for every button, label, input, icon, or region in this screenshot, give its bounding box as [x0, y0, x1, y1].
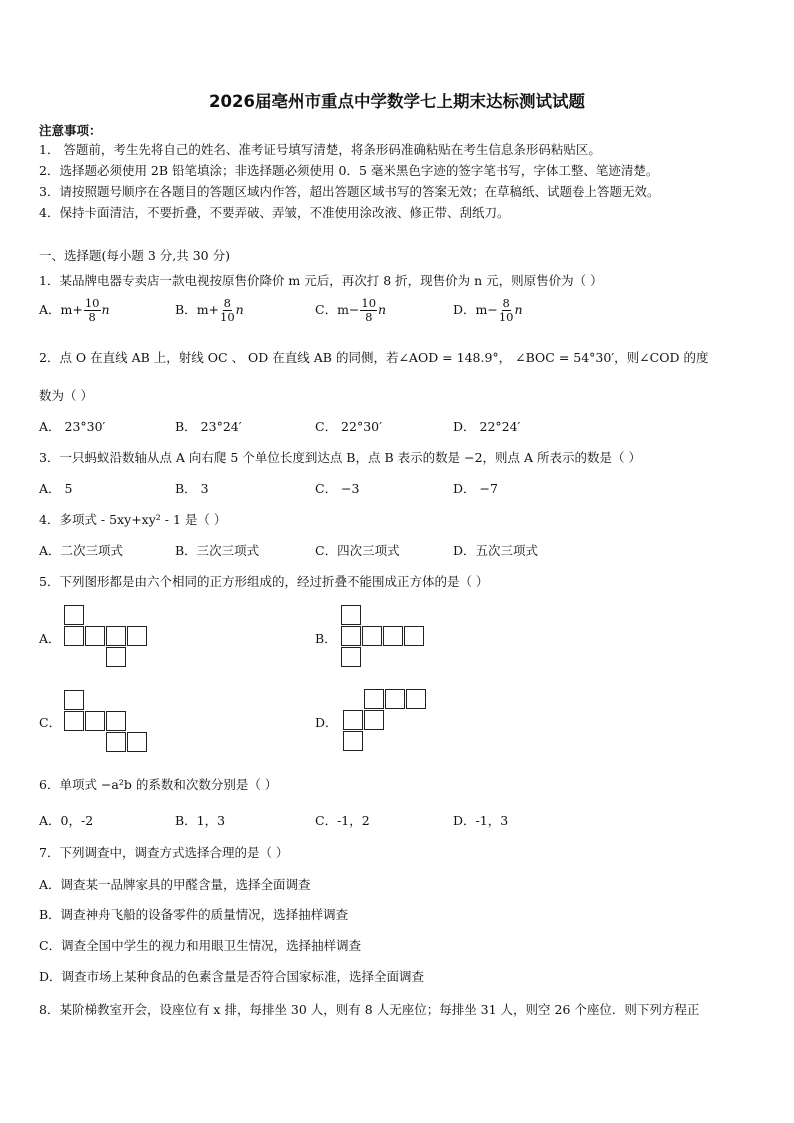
denominator: 10 — [498, 310, 514, 324]
numerator: 8 — [223, 296, 231, 310]
numerator: 10 — [84, 296, 100, 310]
q2-option-a: A． 23°30′ — [39, 419, 106, 434]
net-square — [64, 605, 84, 625]
option-label: D． — [453, 302, 476, 317]
q4-option-d: D．五次三项式 — [453, 543, 539, 558]
option-text: m+ — [60, 302, 83, 317]
notice-item-3: 3．请按照题号顺序在各题目的答题区域内作答，超出答题区域书写的答案无效；在草稿纸、试题卷上答题无效。 — [39, 184, 660, 199]
question-3-stem: 3．一只蚂蚁沿数轴从点 A 向右爬 5 个单位长度到达点 B，点 B 表示的数是 −2，则点 A 所表示的数是（ ） — [39, 450, 641, 465]
net-square — [362, 626, 382, 646]
net-square — [404, 626, 424, 646]
variable: n — [101, 302, 110, 317]
denominator: 8 — [365, 310, 373, 324]
fraction — [84, 297, 101, 324]
q5-option-a-label: A． — [39, 631, 61, 646]
question-8-stem: 8．某阶梯教室开会，设座位有 x 排，每排坐 30 人，则有 8 人无座位；每排坐 31 人，则空 26 个座位．则下列方程正 — [39, 1002, 700, 1017]
net-square — [341, 605, 361, 625]
net-square — [343, 710, 363, 730]
q4-option-a: A．二次三项式 — [39, 543, 124, 558]
fraction — [220, 297, 235, 324]
net-square — [341, 647, 361, 667]
q1-option-b — [175, 297, 244, 324]
q6-option-b: B．1，3 — [175, 813, 226, 828]
net-square — [343, 731, 363, 751]
numerator: 8 — [502, 296, 510, 310]
option-text: m− — [475, 302, 498, 317]
question-2-stem: 2．点 O 在直线 AB 上，射线 OC 、 OD 在直线 AB 的同侧，若∠AOD = 148.9°， ∠BOC = 54°30′，则∠COD 的度 — [39, 350, 709, 365]
q5-option-b-label: B． — [315, 631, 337, 646]
notice-heading: 注意事项： — [39, 123, 102, 138]
q1-option-d — [453, 297, 523, 324]
notice-item-2: 2．选择题必须使用 2B 铅笔填涂；非选择题必须使用 0．5 毫米黑色字迹的签字笔书写，字体工整、笔迹清楚。 — [39, 163, 659, 178]
net-square — [127, 732, 147, 752]
net-square — [106, 626, 126, 646]
q7-option-a: A．调查某一品牌家具的甲醛含量，选择全面调查 — [39, 877, 311, 892]
q7-option-d: D．调查市场上某种食品的色素含量是否符合国家标准，选择全面调查 — [39, 969, 425, 984]
question-1-stem: 1．某品牌电器专卖店一款电视按原售价降价 m 元后，再次打 8 折，现售价为 n 元，则原售价为（ ） — [39, 273, 603, 288]
fraction — [360, 297, 377, 324]
q6-option-a: A．0，-2 — [39, 813, 94, 828]
option-label: C． — [315, 302, 338, 317]
section-heading: 一、选择题(每小题 3 分,共 30 分) — [39, 248, 230, 263]
notice-item-1: 1． 答题前，考生先将自己的姓名、准考证号填写清楚，将条形码准确粘贴在考生信息条形码粘贴区。 — [39, 142, 601, 157]
q6-option-d: D．-1，3 — [453, 813, 509, 828]
net-square — [106, 711, 126, 731]
question-6-stem: 6．单项式 −a²b 的系数和次数分别是（ ） — [39, 777, 278, 792]
net-square — [85, 711, 105, 731]
net-square — [106, 647, 126, 667]
question-4-stem: 4．多项式 - 5xy+xy² - 1 是（ ） — [39, 512, 227, 527]
question-5-stem: 5．下列图形都是由六个相同的正方形组成的，经过折叠不能围成正方体的是（ ） — [39, 574, 489, 589]
net-square — [106, 732, 126, 752]
question-2-stem-cont: 数为（ ） — [39, 388, 93, 403]
denominator: 10 — [220, 310, 235, 324]
q7-option-c: C．调查全国中学生的视力和用眼卫生情况，选择抽样调查 — [39, 938, 362, 953]
q3-option-d: D． −7 — [453, 481, 498, 496]
q3-option-c: C． −3 — [315, 481, 360, 496]
net-square — [64, 690, 84, 710]
net-square — [127, 626, 147, 646]
q3-option-b: B． 3 — [175, 481, 209, 496]
q6-option-c: C．-1，2 — [315, 813, 370, 828]
numerator: 10 — [361, 296, 377, 310]
q5-option-d-label: D． — [315, 715, 338, 730]
q5-option-c-label: C． — [39, 715, 62, 730]
net-square — [364, 689, 384, 709]
variable: n — [514, 302, 523, 317]
q2-option-c: C． 22°30′ — [315, 419, 382, 434]
option-label: A． — [39, 302, 61, 317]
option-label: B． — [175, 302, 197, 317]
q7-option-b: B．调查神舟飞船的设备零件的质量情况，选择抽样调查 — [39, 907, 349, 922]
q1-option-a — [39, 297, 110, 324]
net-square — [406, 689, 426, 709]
page-title: 2026届亳州市重点中学数学七上期末达标测试试题 — [209, 92, 585, 111]
net-square — [385, 689, 405, 709]
q4-option-b: B．三次三项式 — [175, 543, 260, 558]
q2-option-d: D． 22°24′ — [453, 419, 521, 434]
option-text: m− — [337, 302, 360, 317]
net-square — [364, 710, 384, 730]
q4-option-c: C．四次三项式 — [315, 543, 400, 558]
q3-option-a: A． 5 — [39, 481, 73, 496]
q2-option-b: B． 23°24′ — [175, 419, 242, 434]
notice-item-4: 4．保持卡面清洁，不要折叠，不要弄破、弄皱，不准使用涂改液、修正带、刮纸刀。 — [39, 205, 510, 220]
net-square — [64, 711, 84, 731]
net-square — [383, 626, 403, 646]
fraction — [499, 297, 514, 324]
net-square — [64, 626, 84, 646]
q1-option-c — [315, 297, 386, 324]
denominator: 8 — [88, 310, 96, 324]
variable: n — [235, 302, 244, 317]
option-text: m+ — [196, 302, 220, 317]
net-square — [341, 626, 361, 646]
variable: n — [378, 302, 387, 317]
net-square — [85, 626, 105, 646]
question-7-stem: 7．下列调查中，调查方式选择合理的是（ ） — [39, 845, 289, 860]
